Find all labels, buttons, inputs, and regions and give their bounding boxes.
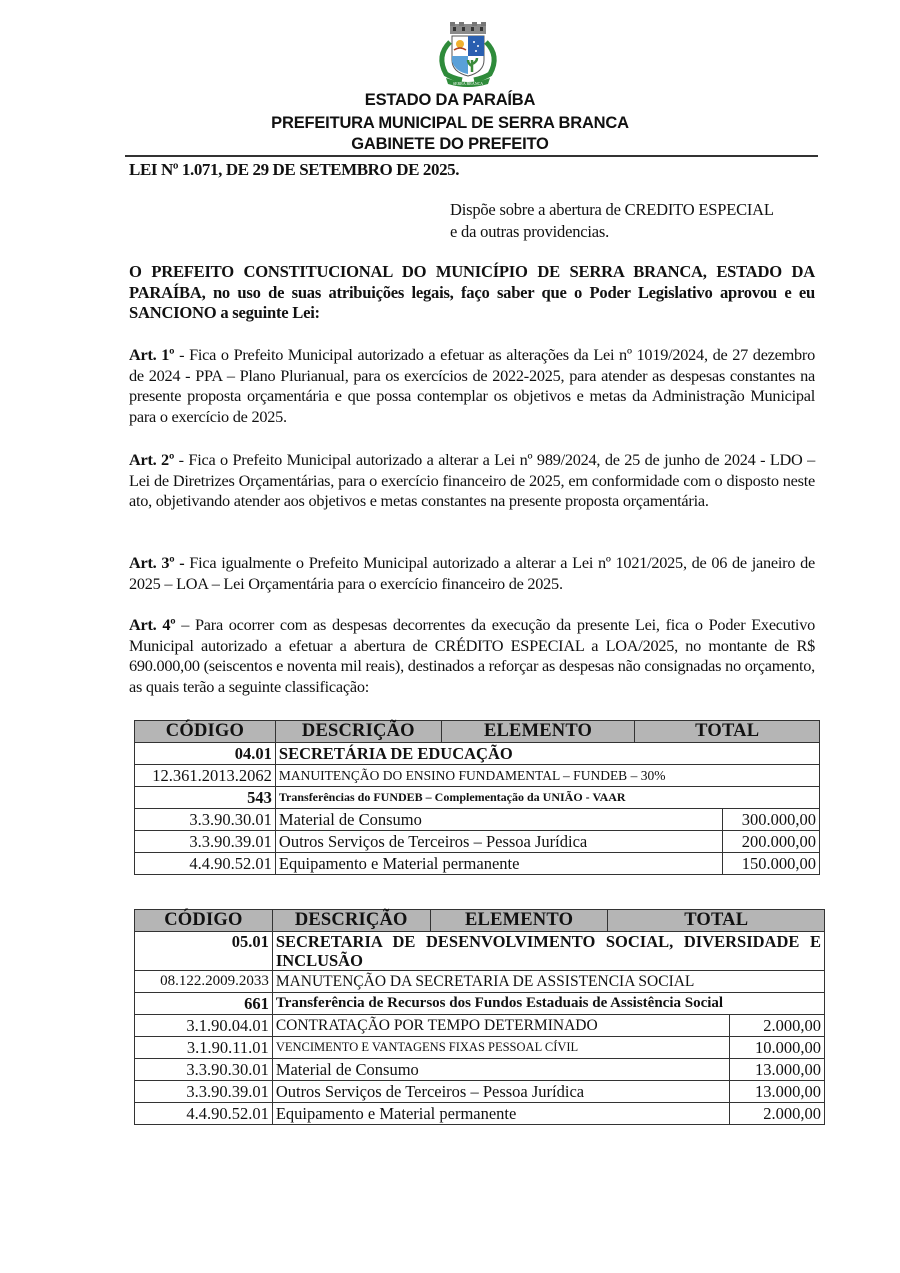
table-row: [135, 1103, 825, 1125]
element-code: 3.3.90.39.01: [135, 1081, 273, 1103]
coat-of-arms-icon: [432, 22, 504, 88]
source-name: Transferência de Recursos dos Fundos Estaduais de Assistência Social: [272, 993, 824, 1015]
element-code: 4.4.90.52.01: [135, 1103, 273, 1125]
preamble: O PREFEITO CONSTITUCIONAL DO MUNICÍPIO DE SERRA BRANCA, ESTADO DA PARAÍBA, no uso de suas atribuições legais, faço saber que o Poder Legislativo aprovou e eu SANCIONO a seguinte Lei:: [129, 262, 815, 322]
column-header-code: CÓDIGO: [135, 721, 276, 743]
action-code: 12.361.2013.2062: [135, 765, 276, 787]
column-header-total: TOTAL: [608, 910, 825, 932]
article-4: [129, 615, 815, 697]
table-row: [135, 809, 820, 831]
element-description: CONTRATAÇÃO POR TEMPO DETERMINADO: [272, 1015, 729, 1037]
element-code: 4.4.90.52.01: [135, 853, 276, 875]
unit-code: 05.01: [135, 932, 273, 971]
article-text: – Para ocorrer com as despesas decorrentes da execução da presente Lei, fica o Poder Executivo Municipal autorizado a efetuar a abertura de CRÉDITO ESPECIAL a LOA/2025, no montante de R$ 690.000,00 (seiscentos e noventa mil reais), destinados a reforçar as despesas não consignadas no orçamento, as quais terão a seguinte classificação:: [129, 615, 815, 696]
unit-name-line: SECRETARIA DE DESENVOLVIMENTO SOCIAL, DIVERSIDADE E: [275, 932, 821, 951]
column-header-code: CÓDIGO: [135, 910, 273, 932]
table-row-action: [135, 765, 820, 787]
element-code: 3.1.90.11.01: [135, 1037, 273, 1059]
element-description: Outros Serviços de Terceiros – Pessoa Jurídica: [272, 1081, 729, 1103]
source-code: 543: [135, 787, 276, 809]
table-row-source: [135, 993, 825, 1015]
element-code: 3.3.90.30.01: [135, 809, 276, 831]
element-total: 10.000,00: [730, 1037, 825, 1059]
table-row: [135, 853, 820, 875]
element-total: 150.000,00: [723, 853, 820, 875]
table-header-row: [135, 721, 820, 743]
element-code: 3.1.90.04.01: [135, 1015, 273, 1037]
svg-text:SERRA BRANCA: SERRA BRANCA: [452, 81, 484, 86]
element-total: 2.000,00: [730, 1015, 825, 1037]
table-row-action: [135, 971, 825, 993]
action-name: MANUITENÇÃO DO ENSINO FUNDAMENTAL – FUNDEB – 30%: [275, 765, 819, 787]
table-row: [135, 831, 820, 853]
element-description: Material de Consumo: [275, 809, 722, 831]
article-text: - Fica o Prefeito Municipal autorizado a alterar a Lei nº 989/2024, de 25 de junho de 2024 - LDO – Lei de Diretrizes Orçamentárias, para o exercício financeiro de 2025, em conformidade com o disposto neste ato, objetivando atender aos objetivos e metas constantes na presente proposta orçamentária.: [129, 450, 816, 510]
element-description: Material de Consumo: [272, 1059, 729, 1081]
table-row: [135, 1015, 825, 1037]
element-total: 2.000,00: [730, 1103, 825, 1125]
law-summary-line: e da outras providencias.: [450, 222, 610, 241]
article-2: [129, 450, 815, 512]
article-label: Art. 4º: [129, 615, 176, 634]
article-3: [129, 553, 815, 594]
article-label: Art. 1º: [129, 345, 175, 364]
law-summary-line: Dispõe sobre a abertura de CREDITO ESPECIAL: [450, 200, 774, 219]
element-description: Equipamento e Material permanente: [272, 1103, 729, 1125]
table-header-row: [135, 910, 825, 932]
municipality-name: PREFEITURA MUNICIPAL DE SERRA BRANCA: [271, 114, 629, 132]
unit-name: SECRETÁRIA DE EDUCAÇÃO: [275, 743, 819, 765]
column-header-description: DESCRIÇÃO: [272, 910, 430, 932]
table-row-source: [135, 787, 820, 809]
action-name: MANUTENÇÃO DA SECRETARIA DE ASSISTENCIA SOCIAL: [272, 971, 824, 993]
unit-code: 04.01: [135, 743, 276, 765]
table-row-unit: [135, 743, 820, 765]
article-label: Art. 3º -: [129, 553, 185, 572]
unit-name-line: INCLUSÃO: [275, 951, 363, 970]
unit-name: [272, 932, 824, 971]
column-header-description: DESCRIÇÃO: [275, 721, 441, 743]
source-name: Transferências do FUNDEB – Complementação da UNIÃO - VAAR: [275, 787, 819, 809]
state-name: ESTADO DA PARAÍBA: [364, 91, 536, 109]
article-1: [129, 345, 815, 427]
element-description: Equipamento e Material permanente: [275, 853, 722, 875]
law-title: LEI Nº 1.071, DE 29 DE SETEMBRO DE 2025.: [129, 160, 460, 179]
header-divider: [125, 155, 818, 157]
element-total: 200.000,00: [723, 831, 820, 853]
article-label: Art. 2º: [129, 450, 175, 469]
column-header-element: ELEMENTO: [430, 910, 608, 932]
law-summary: [450, 199, 830, 243]
table-row: [135, 1037, 825, 1059]
article-text: - Fica o Prefeito Municipal autorizado a efetuar as alterações da Lei nº 1019/2024, de 27 dezembro de 2024 - PPA – Plano Plurianual, para os exercícios de 2022-2025, para atender as despesas constantes na presente proposta orçamentária e que possa contemplar os objetivos e metas da Administração Municipal para o exercício de 2025.: [129, 345, 815, 426]
action-code: 08.122.2009.2033: [135, 971, 273, 993]
office-name: GABINETE DO PREFEITO: [351, 135, 549, 153]
budget-table-social-development: [134, 909, 825, 1125]
element-description: VENCIMENTO E VANTAGENS FIXAS PESSOAL CÍVIL: [272, 1037, 729, 1059]
column-header-total: TOTAL: [635, 721, 820, 743]
element-code: 3.3.90.30.01: [135, 1059, 273, 1081]
source-code: 661: [135, 993, 273, 1015]
element-total: 13.000,00: [730, 1081, 825, 1103]
table-row: [135, 1081, 825, 1103]
element-total: 300.000,00: [723, 809, 820, 831]
element-code: 3.3.90.39.01: [135, 831, 276, 853]
column-header-element: ELEMENTO: [441, 721, 635, 743]
element-description: Outros Serviços de Terceiros – Pessoa Jurídica: [275, 831, 722, 853]
budget-table-education: [134, 720, 820, 875]
table-row: [135, 1059, 825, 1081]
article-text: Fica igualmente o Prefeito Municipal autorizado a alterar a Lei nº 1021/2025, de 06 de janeiro de 2025 – LOA – Lei Orçamentária para o exercício financeiro de 2025.: [129, 553, 815, 593]
table-row-unit: [135, 932, 825, 971]
element-total: 13.000,00: [730, 1059, 825, 1081]
